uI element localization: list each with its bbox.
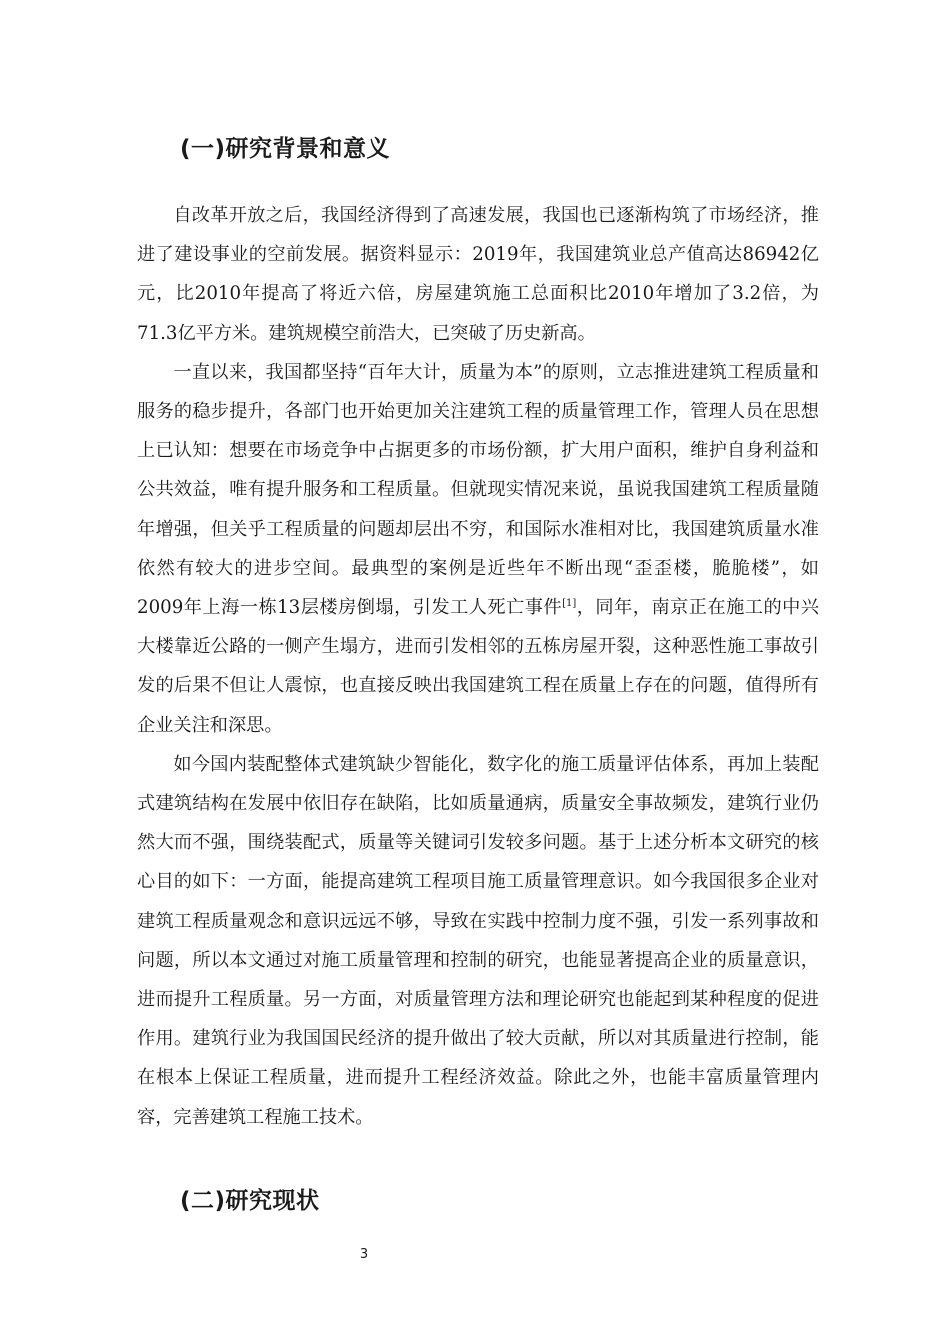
section-heading-research-status: (二)研究现状 [180,1188,320,1214]
paragraph-quality-principle-text-a: 一直以来，我国都坚持“百年大计，质量为本”的原则，立志推进建筑工程质量和服务的稳步提升，各部门也开始更加关注建筑工程的质量管理工作，管理人员在思想上已认知：想要在市场竞争中占据更多的市场份额，扩大用户面积，维护自身利益和公共效益，唯有提升服务和工程质量。但就现实情况来说，虽说我国建筑工程质量随年增强，但关乎工程质量的问题却层出不穷，和国际水准相对比，我国建筑质量水准依然有较大的进步空间。最典型的案例是近些年不断出现“歪歪楼，脆脆楼”，如2009年上海一栋13层楼房倒塌，引发工人死亡事件 [137,361,819,619]
page-number: 3 [359,1247,369,1262]
paragraph-quality-principle-text-b: ，同年，南京正在施工的中兴大楼靠近公路的一侧产生塌方，进而引发相邻的五栋房屋开裂，这种恶性施工事故引发的后果不但让人震惊，也直接反映出我国建筑工程在质量上存在的问题，值得所有企业关注和深思。 [137,597,819,736]
section-body-research-background [137,196,819,1137]
section-heading-research-background: (一)研究背景和意义 [180,136,391,162]
citation-marker: [1] [562,597,577,609]
paragraph-economic-development: 自改革开放之后，我国经济得到了高速发展，我国也已逐渐构筑了市场经济，推进了建设事业的空前发展。据资料显示：2019年，我国建筑业总产值高达86942亿元，比2010年提高了将近六倍，房屋建筑施工总面积比2010年增加了3.2倍，为71.3亿平方米。建筑规模空前浩大，已突破了历史新高。 [137,205,819,344]
paragraph-quality-principle [137,353,819,745]
paragraph-research-purpose: 如今国内装配整体式建筑缺少智能化，数字化的施工质量评估体系，再加上装配式建筑结构在发展中依旧存在缺陷，比如质量通病，质量安全事故频发，建筑行业仍然大而不强，围绕装配式，质量等关键词引发较多问题。基于上述分析本文研究的核心目的如下：一方面，能提高建筑工程项目施工质量管理意识。如今我国很多企业对建筑工程质量观念和意识远远不够，导致在实践中控制力度不强，引发一系列事故和问题，所以本文通过对施工质量管理和控制的研究，也能显著提高企业的质量意识，进而提升工程质量。另一方面，对质量管理方法和理论研究也能起到某种程度的促进作用。建筑行业为我国国民经济的提升做出了较大贡献，所以对其质量进行控制，能在根本上保证工程质量，进而提升工程经济效益。除此之外，也能丰富质量管理内容，完善建筑工程施工技术。 [137,753,819,1128]
